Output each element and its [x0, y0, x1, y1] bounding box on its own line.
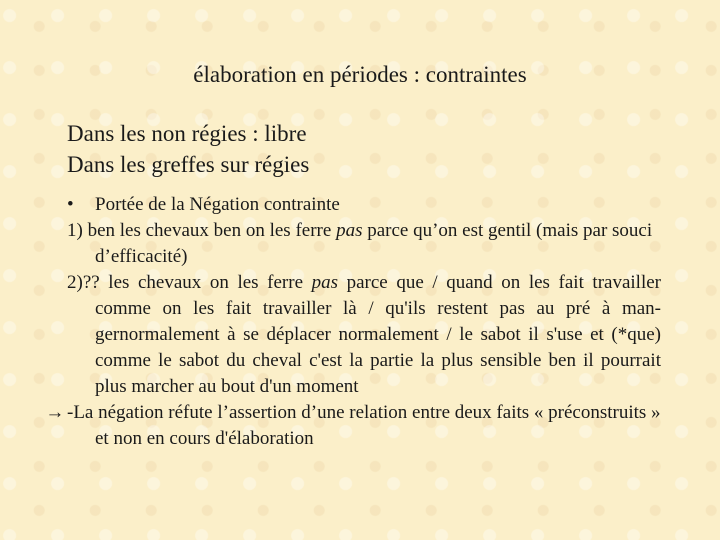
- conclusion-dash: -: [67, 402, 74, 423]
- slide-title: élaboration en périodes : contraintes: [193, 62, 527, 87]
- example-1-pre: 1) ben les chevaux ben on les ferre: [67, 220, 337, 241]
- example-2-post: parce que / quand on les fait travailler comme on les fait travailler là / qu'ils restent pas au pré à man-gernormalement à se déplacer normalement / le sabot il s'use et (*que) comme le sabot du cheval c'est la partie la plus sensible ben il pourrait plus marcher au bout d'un moment: [95, 272, 662, 397]
- conclusion-text: La négation réfute l’assertion d’une relation entre deux faits « préconstruits » et non en cours d'élaboration: [73, 402, 661, 449]
- bullet-text: Portée de la Négation contrainte: [95, 194, 340, 215]
- intro-lines: [67, 118, 667, 180]
- example-2: [67, 270, 661, 400]
- bullet-item: [67, 192, 661, 218]
- example-1-italic: pas: [336, 220, 363, 241]
- line-greffes: Dans les greffes sur régies: [67, 152, 310, 177]
- slide-body: [45, 192, 662, 452]
- example-1: [67, 218, 661, 270]
- bullet-icon: •: [67, 194, 74, 215]
- example-2-italic: pas: [311, 272, 339, 293]
- example-2-pre: 2)?? les chevaux on les ferre: [67, 272, 312, 293]
- example-1-post: parce qu’on est gentil (mais par souci d’efficacité): [95, 220, 653, 267]
- conclusion: -→ La négation réfute l’assertion d’une relation entre deux faits « préconstruits » et non en cours d'élaboration: [45, 402, 661, 449]
- line-non-regies: Dans les non régies : libre: [67, 121, 307, 146]
